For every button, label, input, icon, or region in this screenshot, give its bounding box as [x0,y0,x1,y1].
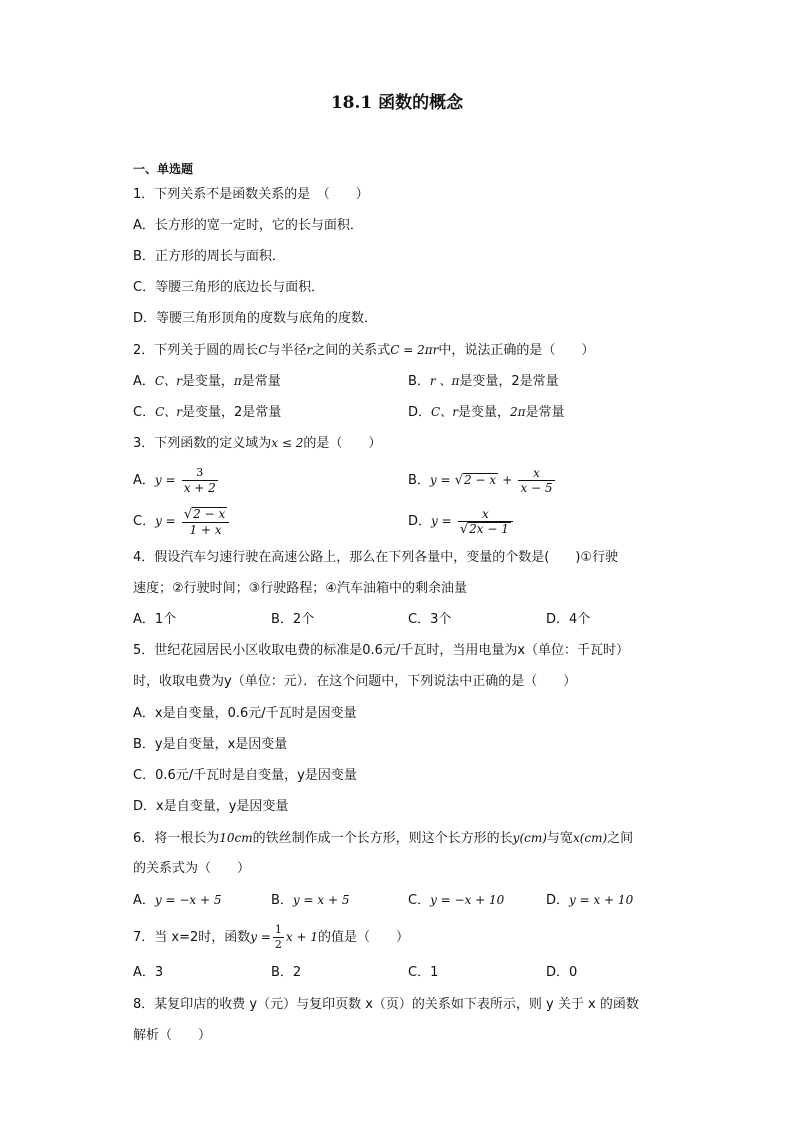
q3-stem-text: 3．下列函数的定义域为 [133,436,272,451]
q3-d-fraction [458,507,513,537]
fraction-denominator: 1 + x [189,522,222,537]
q7-stem [133,920,409,955]
fraction-numerator [182,507,229,523]
q3-c-radicand: 2 − x [193,506,226,521]
q2-stem [133,340,594,361]
option-label: A． [133,893,155,908]
radical-sign-icon: √ [459,521,469,537]
q7-option-c: C．1 [408,965,439,980]
option-label: D． [546,893,570,908]
option-text: 是常量 [241,374,281,389]
q3-option-c [133,503,231,540]
q4-option-b: B．2个 [271,612,315,627]
fraction-denominator [458,522,513,537]
q3-d-lhs: y = [431,514,452,528]
q6-a-formula: y = −x + 5 [154,893,222,907]
q3-option-d [408,503,515,540]
q3-a-fraction [182,466,218,495]
q2-d-const: 2π [509,405,526,419]
q5-option-a: A．x是自变量，0.6元/千瓦时是因变量 [133,706,357,721]
q2-d-vars: C、r [431,405,458,419]
q5-option-d: D．x是自变量，y是因变量 [133,799,289,814]
q7-option-a: A．3 [133,965,164,980]
q3-option-a [133,463,220,498]
q3-b-radicand: 2 − x [464,473,497,487]
q6-b-formula: y = x + 5 [292,893,350,907]
q4-option-d: D．4个 [546,612,591,627]
option-label: C． [133,514,156,529]
q8-stem-line2: 解析（ ） [133,1028,212,1043]
q1-stem: 1．下列关系不是函数关系的是 （ ） [133,187,369,202]
plus-sign: + [502,473,513,487]
q4-option-a: A．1个 [133,612,177,627]
q1-option-a: A．长方形的宽一定时，它的长与面积． [133,218,363,233]
q3-d-radicand: 2x − 1 [469,521,509,536]
q7-fraction [273,923,284,952]
option-text: 是常量 [525,405,565,420]
q2-option-c [133,402,281,423]
q6-option-a [133,890,222,911]
q6-c-formula: y = −x + 10 [430,893,505,907]
option-text: 是变量，2是常量 [459,374,559,389]
option-text: 是变量， [181,374,234,389]
q3-b-lhs: y = [429,473,451,487]
option-label: B． [408,473,430,488]
q1-option-c: C．等腰三角形的底边长与面积． [133,280,325,295]
q6-length: 10cm [219,831,253,845]
q3-c-lhs: y = [155,514,176,528]
q5-option-c: C．0.6元/千瓦时是自变量，y是因变量 [133,768,357,783]
q3-stem-text: 的是（ ） [303,436,382,451]
option-label: D． [408,405,432,420]
section-heading: 一、单选题 [133,162,194,176]
fraction-numerator: 1 [274,923,282,936]
q2-a-const: π [233,374,242,388]
option-label: A． [133,374,155,389]
q3-option-b [408,463,557,498]
q6-stem-text: 与宽 [546,831,573,846]
option-text: 是变量，2是常量 [182,405,282,420]
q2-var-r: r [306,343,313,357]
fraction-numerator: x [518,466,554,481]
option-label: B． [408,374,430,389]
q4-stem-line2: 速度；②行驶时间；③行驶路程；④汽车油箱中的剩余油量 [133,581,467,596]
q6-option-c [408,890,504,911]
q7-rhs: x + 1 [285,930,319,944]
q7-stem-text: 的值是（ ） [318,930,410,945]
q2-stem-text: 2．下列关于圆的周长 [133,343,259,358]
fraction-denominator: x + 2 [183,481,216,495]
q1-option-b: B．正方形的周长与面积． [133,249,285,264]
q7-lhs: y = [250,930,271,944]
fraction-numerator: x [458,507,513,522]
option-text: 是变量， [457,405,510,420]
q2-c-vars: C、r [155,405,182,419]
q7-option-d: D．0 [546,965,578,980]
fraction-denominator: 2 [274,938,282,951]
q2-a-vars: C、r [154,374,182,388]
q2-formula: C = 2πr [390,343,439,357]
q3-c-fraction [182,507,229,537]
q3-stem [133,433,381,454]
q4-option-c: C．3个 [408,612,452,627]
q2-var-c: C [258,343,268,357]
radical-sign-icon: √ [454,473,464,488]
q7-option-b: B．2 [271,965,302,980]
q2-option-b [408,371,559,392]
option-label: D． [408,514,432,529]
q6-stem-text: 6．将一根长为 [133,831,220,846]
q2-stem-text: 与半径 [267,343,307,358]
q1-option-d: D．等腰三角形顶角的度数与底角的度数． [133,311,378,326]
fraction-denominator: x − 5 [520,481,553,495]
option-label: C． [408,893,431,908]
q6-length-var: y(cm) [512,831,547,845]
q2-stem-text: 中，说法正确的是（ ） [438,343,595,358]
q3-b-fraction [518,466,554,495]
page-title: 18.1 函数的概念 [330,93,464,113]
q6-option-d [546,890,633,911]
q6-width-var: x(cm) [572,831,608,845]
option-label: A． [133,473,155,488]
q6-d-formula: y = x + 10 [569,893,634,907]
q2-option-a [133,371,281,392]
q6-stem-line2: 的关系式为（ ） [133,861,251,876]
q2-b-vars: r 、π [429,374,460,388]
q6-stem-text: 的铁丝制作成一个长方形，则这个长方形的长 [252,831,513,846]
q5-stem-line1: 5．世纪花园居民小区收取电费的标准是0.6元/千瓦时，当用电量为x（单位：千瓦时） [133,643,630,658]
fraction-numerator: 3 [182,466,218,481]
q2-stem-text: 之间的关系式 [312,343,391,358]
q2-option-d [408,402,565,423]
q4-stem-line1: 4．假设汽车匀速行驶在高速公路上，那么在下列各量中，变量的个数是( )①行驶 [133,550,619,565]
q5-option-b: B．y是自变量，x是因变量 [133,737,288,752]
q7-stem-text: 7．当 x=2时，函数 [133,930,251,945]
q6-stem-line1 [133,828,633,849]
option-label: B． [271,893,293,908]
q6-stem-text: 之间 [607,831,634,846]
radical-sign-icon: √ [183,506,193,522]
option-label: C． [133,405,156,420]
q3-a-lhs: y = [154,473,176,487]
q5-stem-line2: 时，收取电费为y（单位：元）．在这个问题中，下列说法中正确的是（ ） [133,674,577,689]
q8-stem-line1: 8．某复印店的收费 y（元）与复印页数 x（页）的关系如下表所示，则 y 关于 x 的函数 [133,997,639,1012]
q6-option-b [271,890,349,911]
q3-domain: x ≤ 2 [271,436,304,450]
